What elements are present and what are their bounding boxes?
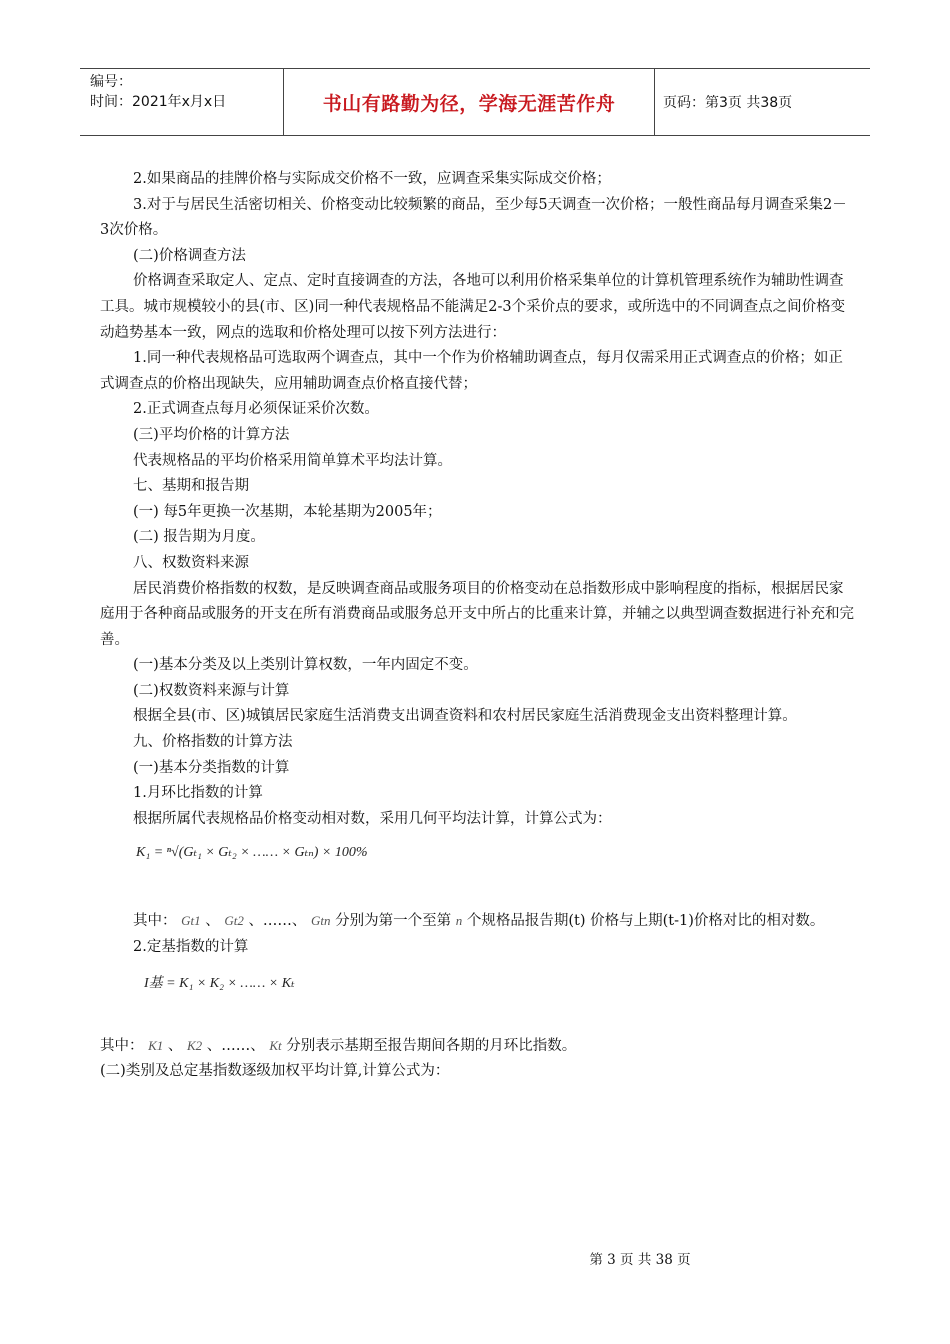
paragraph: 居民消费价格指数的权数，是反映调查商品或服务项目的价格变动在总指数形成中影响程度的指标，根据居民家庭用于各种商品或服务的开支在所有消费商品或服务总开支中所占的比重来计算，并辅之以典型调查数据进行补充和完善。 <box>100 580 854 648</box>
formula-note: 其中： Gt1 、 Gt2 、……、 Gtn 分别为第一个至第 n 个规格品报告期(t) 价格与上期(t-1)价格对比的相对数。 <box>133 913 825 930</box>
paragraph: 根据所属代表规格品价格变动相对数，采用几何平均法计算，计算公式为： <box>133 810 612 827</box>
paragraph: 价格调查采取定人、定点、定时直接调查的方法，各地可以利用价格采集单位的计算机管理系统作为辅助性调查工具。城市规模较小的县(市、区)同一种代表规格品不能满足2-3个采价点的要求，或所选中的不同调查点之间价格变动趋势基本一致，网点的选取和价格处理可以按下列方法进行： <box>100 273 846 341</box>
paragraph: 代表规格品的平均价格采用简单算术平均法计算。 <box>133 452 452 469</box>
symbol-k1: K1 <box>148 1037 164 1053</box>
chapter-heading: 八、权数资料来源 <box>133 554 249 571</box>
paragraph: 1.同一种代表规格品可选取两个调查点，其中一个作为价格辅助调查点，每月仅需采用正式调查点的价格；如正式调查点的价格出现缺失，应用辅助调查点价格直接代替； <box>100 350 843 392</box>
paragraph: 3.对于与居民生活密切相关、价格变动比较频繁的商品，至少每5天调查一次价格；一般性商品每月调查采集2－3次价格。 <box>100 196 847 239</box>
spacer <box>100 1015 855 1033</box>
paragraph: 2.如果商品的挂牌价格与实际成交价格不一致，应调查采集实际成交价格； <box>133 171 611 187</box>
time-label: 时间：2021年x月x日 <box>90 94 227 110</box>
header-meta <box>80 69 283 135</box>
formula-chain-index <box>100 832 855 886</box>
symbol-gtn: Gtn <box>311 913 331 929</box>
spacer <box>100 886 855 908</box>
paragraph: (一)基本分类及以上类别计算权数，一年内固定不变。 <box>133 657 478 674</box>
formula-note: 其中： K1 、 K2 、……、 Kt 分别表示基期至报告期间各期的月环比指数。 <box>100 1037 577 1054</box>
paragraph: (二) 报告期为月度。 <box>133 529 265 546</box>
formula-text: K₁ = ⁿ√(Gₜ₁ × Gₜ₂ × …… × Gₜₙ) × 100% <box>136 845 368 861</box>
formula-text: I基 = K₁ × K₂ × …… × Kₜ <box>144 975 295 991</box>
paragraph: 根据全县(市、区)城镇居民家庭生活消费支出调查资料和农村居民家庭生活消费现金支出资料整理计算。 <box>133 708 797 725</box>
symbol-n: n <box>455 913 463 929</box>
formula-fixed-base-index <box>100 961 855 1015</box>
symbol-k2: K2 <box>187 1037 203 1053</box>
header-motto-cell <box>283 69 655 135</box>
motto: 书山有路勤为径，学海无涯苦作舟 <box>322 92 616 115</box>
symbol-gt1: Gt1 <box>181 913 201 929</box>
section-heading: (二)价格调查方法 <box>133 247 246 264</box>
section-heading: (二)类别及总定基指数逐级加权平均计算,计算公式为： <box>100 1063 450 1080</box>
symbol-kt: Kt <box>269 1037 282 1053</box>
symbol-gt2: Gt2 <box>224 913 244 929</box>
paragraph: (一) 每5年更换一次基期，本轮基期为2005年； <box>133 503 442 520</box>
section-heading: (三)平均价格的计算方法 <box>133 426 290 443</box>
code-label: 编号： <box>90 74 132 90</box>
chapter-heading: 七、基期和报告期 <box>133 478 249 495</box>
page-info: 页码：第3页 共38页 <box>663 95 793 111</box>
subsection-heading: 2.定基指数的计算 <box>133 939 249 956</box>
section-heading: (一)基本分类指数的计算 <box>133 759 290 776</box>
document-body <box>100 167 855 1085</box>
section-heading: (二)权数资料来源与计算 <box>133 682 290 699</box>
paragraph: 2.正式调查点每月必须保证采价次数。 <box>133 401 379 418</box>
subsection-heading: 1.月环比指数的计算 <box>133 785 263 802</box>
page-footer: 第 3 页 共 38 页 <box>589 1252 691 1268</box>
chapter-heading: 九、价格指数的计算方法 <box>133 734 293 751</box>
header-table <box>80 68 870 136</box>
